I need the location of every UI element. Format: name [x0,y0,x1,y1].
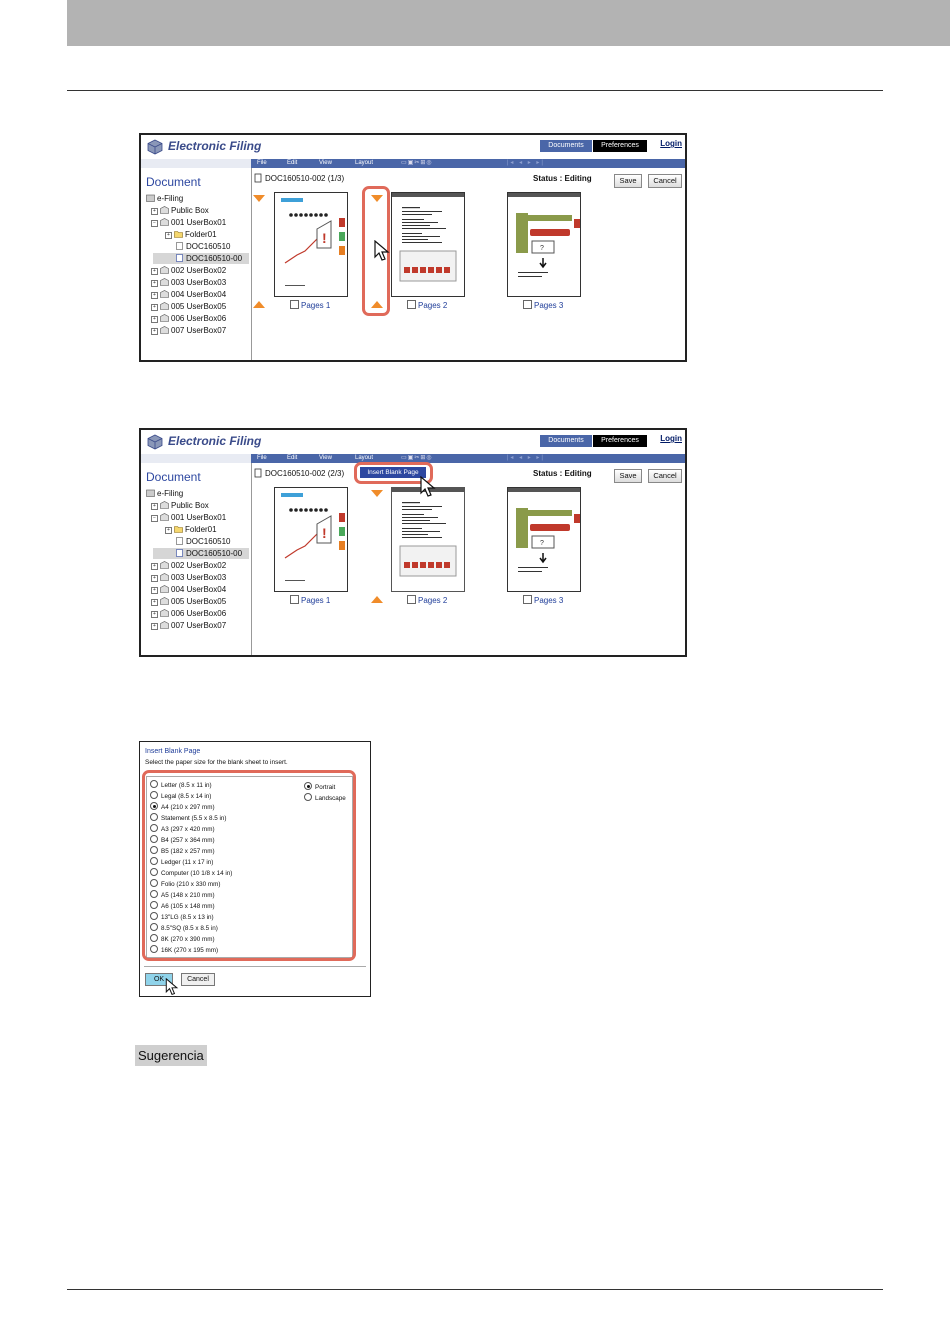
page-thumbnail-1[interactable] [274,192,348,297]
size-label: 13"LG (8.5 x 13 in) [161,914,214,921]
expand-icon[interactable]: + [151,208,158,215]
page-checkbox[interactable] [523,300,532,309]
menu-layout[interactable]: Layout [355,160,374,166]
tree-item-doc160510-002[interactable] [153,548,249,559]
tree-label: DOC160510-00 [186,254,243,263]
expand-icon[interactable]: + [151,599,158,606]
tree-label: 005 UserBox05 [171,302,227,311]
size-label: Ledger (11 x 17 in) [161,859,214,866]
box-icon [160,621,169,629]
page-thumbnail-3[interactable] [507,192,581,297]
tab-preferences[interactable]: Preferences [593,140,647,152]
cube-logo-icon [147,139,163,155]
highlight-paper-size-list [142,770,356,961]
tree-label: 003 UserBox03 [171,573,227,582]
expand-icon[interactable]: + [165,527,172,534]
expand-icon[interactable]: + [151,623,158,630]
size-label: A6 (105 x 148 mm) [161,903,215,910]
page-label-1[interactable] [290,595,330,605]
page-label-2[interactable] [407,300,447,310]
tree-item-userbox06[interactable] [151,608,226,619]
menu-view[interactable]: View [319,160,332,166]
tree-item-userbox01[interactable] [151,512,226,523]
orientation-label: Landscape [315,795,346,802]
page-header-bar [67,0,950,46]
size-label: A3 (297 x 420 mm) [161,826,215,833]
tree-item-userbox03[interactable] [151,277,226,288]
page-thumbnail-2[interactable] [391,192,465,297]
page-label-text: Pages 2 [418,301,448,310]
insert-arrow-down-icon[interactable] [371,490,383,497]
page-nav-icons[interactable]: |◂ ◂ ▸ ▸| [506,455,545,461]
box-icon [160,597,169,605]
page-label-text: Pages 2 [418,596,448,605]
page-nav-icons[interactable]: |◂ ◂ ▸ ▸| [506,160,545,166]
tree-item-userbox05[interactable] [151,596,226,607]
page-1-illustration [275,193,347,296]
page-label-1[interactable] [290,300,330,310]
size-label: B4 (257 x 364 mm) [161,837,215,844]
expand-icon[interactable]: + [151,575,158,582]
menubar-spacer [141,454,251,463]
mouse-cursor-icon [165,978,179,996]
size-label: 16K (270 x 195 mm) [161,947,219,954]
size-label: 8.5"SQ (8.5 x 8.5 in) [161,925,218,932]
box-icon [160,501,169,509]
box-icon [160,585,169,593]
status-text: Status : Editing [533,469,592,478]
tree-label: e-Filing [157,194,184,203]
tree-label: DOC160510 [186,242,231,251]
page-thumbnail-2[interactable] [391,487,465,592]
save-button[interactable]: Save [614,469,642,483]
box-icon [160,326,169,334]
folder-icon [174,525,183,533]
page-3-illustration [508,193,580,296]
efiling-icon [146,489,155,497]
tree-label: 001 UserBox01 [171,513,227,522]
tree-label: 001 UserBox01 [171,218,227,227]
expand-icon[interactable]: + [151,328,158,335]
document-name: DOC160510-002 (2/3) [265,469,345,478]
tree-item-userbox01[interactable] [151,217,226,228]
app-title: Electronic Filing [168,434,262,448]
menu-bar [251,159,685,168]
expand-icon[interactable]: + [151,503,158,510]
menu-bar [251,454,685,463]
document-icon [175,537,184,545]
box-icon [160,206,169,214]
tree-label: 002 UserBox02 [171,266,227,275]
svg-text:?: ? [540,540,544,547]
tree-label: 004 UserBox04 [171,290,227,299]
tab-documents[interactable]: Documents [540,435,592,447]
tree-item-userbox04[interactable] [151,289,226,300]
box-icon [160,218,169,226]
menu-edit[interactable]: Edit [287,160,298,166]
folder-icon [174,230,183,238]
page-checkbox[interactable] [290,595,299,604]
orientation-label: Portrait [315,784,336,791]
tree-item-userbox02[interactable] [151,560,226,571]
menu-file[interactable]: File [257,455,267,461]
tree-label: 007 UserBox07 [171,621,227,630]
tree-item-efiling[interactable] [146,193,183,204]
tree-item-public-box[interactable] [151,500,209,511]
app-title: Electronic Filing [168,139,262,153]
expand-icon[interactable]: + [151,611,158,618]
app-header [141,135,685,160]
document-name: DOC160510-002 (1/3) [265,174,345,183]
tree-item-doc160510[interactable] [175,536,230,547]
menu-edit[interactable]: Edit [287,455,298,461]
document-icon [253,468,263,478]
collapse-icon[interactable]: − [151,515,158,522]
size-label: Legal (8.5 x 14 in) [161,793,212,800]
box-icon [160,513,169,521]
page-thumbnail-1[interactable] [274,487,348,592]
document-icon [175,242,184,250]
tree-item-folder01[interactable] [165,524,217,535]
box-icon [160,314,169,322]
tree-label: Folder01 [185,230,217,239]
sidebar-title: Document [146,175,201,189]
insert-arrow-up-icon[interactable] [371,596,383,603]
box-icon [160,561,169,569]
tree-label: 005 UserBox05 [171,597,227,606]
status-text: Status : Editing [533,174,592,183]
expand-icon[interactable]: + [151,563,158,570]
expand-icon[interactable]: + [151,292,158,299]
dialog-divider [144,966,366,967]
insert-arrow-up-icon[interactable] [253,301,265,308]
page-label-text: Pages 3 [534,301,564,310]
tree-item-userbox06[interactable] [151,313,226,324]
page-3-illustration [508,488,580,591]
menu-file[interactable]: File [257,160,267,166]
toolbar-icons[interactable]: ▭▣✂⊞◎ [401,160,433,166]
tip-label: Sugerencia [135,1045,207,1066]
sidebar [141,168,252,360]
tree-item-folder01[interactable] [165,229,217,240]
svg-text:!: ! [322,230,327,246]
expand-icon[interactable]: + [151,280,158,287]
svg-text:?: ? [540,245,544,252]
page-2-illustration [392,488,464,591]
tree-label: 006 UserBox06 [171,609,227,618]
tree-label: 002 UserBox02 [171,561,227,570]
page-checkbox[interactable] [290,300,299,309]
document-icon [253,173,263,183]
box-icon [160,278,169,286]
page-1-illustration [275,488,347,591]
box-icon [160,573,169,581]
document-icon [175,254,184,262]
document-icon [175,549,184,557]
app-header [141,430,685,455]
header-rule [67,90,883,91]
expand-icon[interactable]: + [151,268,158,275]
sidebar-title: Document [146,470,201,484]
cancel-button[interactable]: Cancel [648,469,682,483]
expand-icon[interactable]: + [151,587,158,594]
page-label-text: Pages 1 [301,301,331,310]
tree-label: DOC160510 [186,537,231,546]
tree-label: Public Box [171,501,209,510]
sidebar [141,463,252,655]
tree-item-userbox04[interactable] [151,584,226,595]
tree-item-userbox02[interactable] [151,265,226,276]
tree-item-doc160510[interactable] [175,241,230,252]
expand-icon[interactable]: + [151,316,158,323]
tree-item-userbox03[interactable] [151,572,226,583]
tree-item-public-box[interactable] [151,205,209,216]
tab-preferences[interactable]: Preferences [593,435,647,447]
page-label-3[interactable] [523,595,563,605]
cancel-button[interactable]: Cancel [181,973,215,986]
menubar-spacer [141,159,251,168]
tree-item-userbox07[interactable] [151,325,226,336]
menu-view[interactable]: View [319,455,332,461]
login-link[interactable]: Login [660,434,682,443]
size-label: A5 (148 x 210 mm) [161,892,215,899]
size-label: Statement (5.5 x 8.5 in) [161,815,227,822]
box-icon [160,290,169,298]
page-2-illustration [392,193,464,296]
dialog-description: Select the paper size for the blank sheet to insert. [145,759,288,766]
tree-label: DOC160510-00 [186,549,243,558]
tree-label: 007 UserBox07 [171,326,227,335]
page-checkbox[interactable] [407,595,416,604]
tree-label: 003 UserBox03 [171,278,227,287]
dialog-title: Insert Blank Page [145,748,201,755]
tree-item-userbox07[interactable] [151,620,226,631]
size-label: Folio (210 x 330 mm) [161,881,221,888]
box-icon [160,266,169,274]
page-label-text: Pages 3 [534,596,564,605]
cancel-button[interactable]: Cancel [648,174,682,188]
tree-label: Folder01 [185,525,217,534]
insert-arrow-down-icon[interactable] [253,195,265,202]
efiling-icon [146,194,155,202]
page-label-3[interactable] [523,300,563,310]
ok-button[interactable]: OK [145,973,173,986]
page-label-text: Pages 1 [301,596,331,605]
size-label: A4 (210 x 297 mm) [161,804,215,811]
tree-item-doc160510-002[interactable] [153,253,249,264]
screenshot-1 [139,133,687,362]
tree-label: 004 UserBox04 [171,585,227,594]
mouse-cursor-icon [374,240,390,262]
page-checkbox[interactable] [523,595,532,604]
mouse-cursor-icon [420,476,436,498]
tab-documents[interactable]: Documents [540,140,592,152]
footer-rule [67,1289,883,1290]
size-label: Computer (10 1/8 x 14 in) [161,870,233,877]
tree-label: e-Filing [157,489,184,498]
insert-blank-page-popup[interactable]: Insert Blank Page [360,467,426,478]
cube-logo-icon [147,434,163,450]
tree-label: 006 UserBox06 [171,314,227,323]
size-label: B5 (182 x 257 mm) [161,848,215,855]
size-label: 8K (270 x 390 mm) [161,936,215,943]
box-icon [160,609,169,617]
expand-icon[interactable]: + [165,232,172,239]
page-checkbox[interactable] [407,300,416,309]
toolbar-icons[interactable]: ▭▣✂⊞◎ [401,455,433,461]
size-label: Letter (8.5 x 11 in) [161,782,212,789]
save-button[interactable]: Save [614,174,642,188]
insert-blank-page-dialog [139,741,371,997]
page-label-2[interactable] [407,595,447,605]
tree-label: Public Box [171,206,209,215]
tree-item-efiling[interactable] [146,488,183,499]
box-icon [160,302,169,310]
svg-text:!: ! [322,525,327,541]
tree-item-userbox05[interactable] [151,301,226,312]
login-link[interactable]: Login [660,139,682,148]
screenshot-2 [139,428,687,657]
collapse-icon[interactable]: − [151,220,158,227]
menu-layout[interactable]: Layout [355,455,374,461]
expand-icon[interactable]: + [151,304,158,311]
page-thumbnail-3[interactable] [507,487,581,592]
